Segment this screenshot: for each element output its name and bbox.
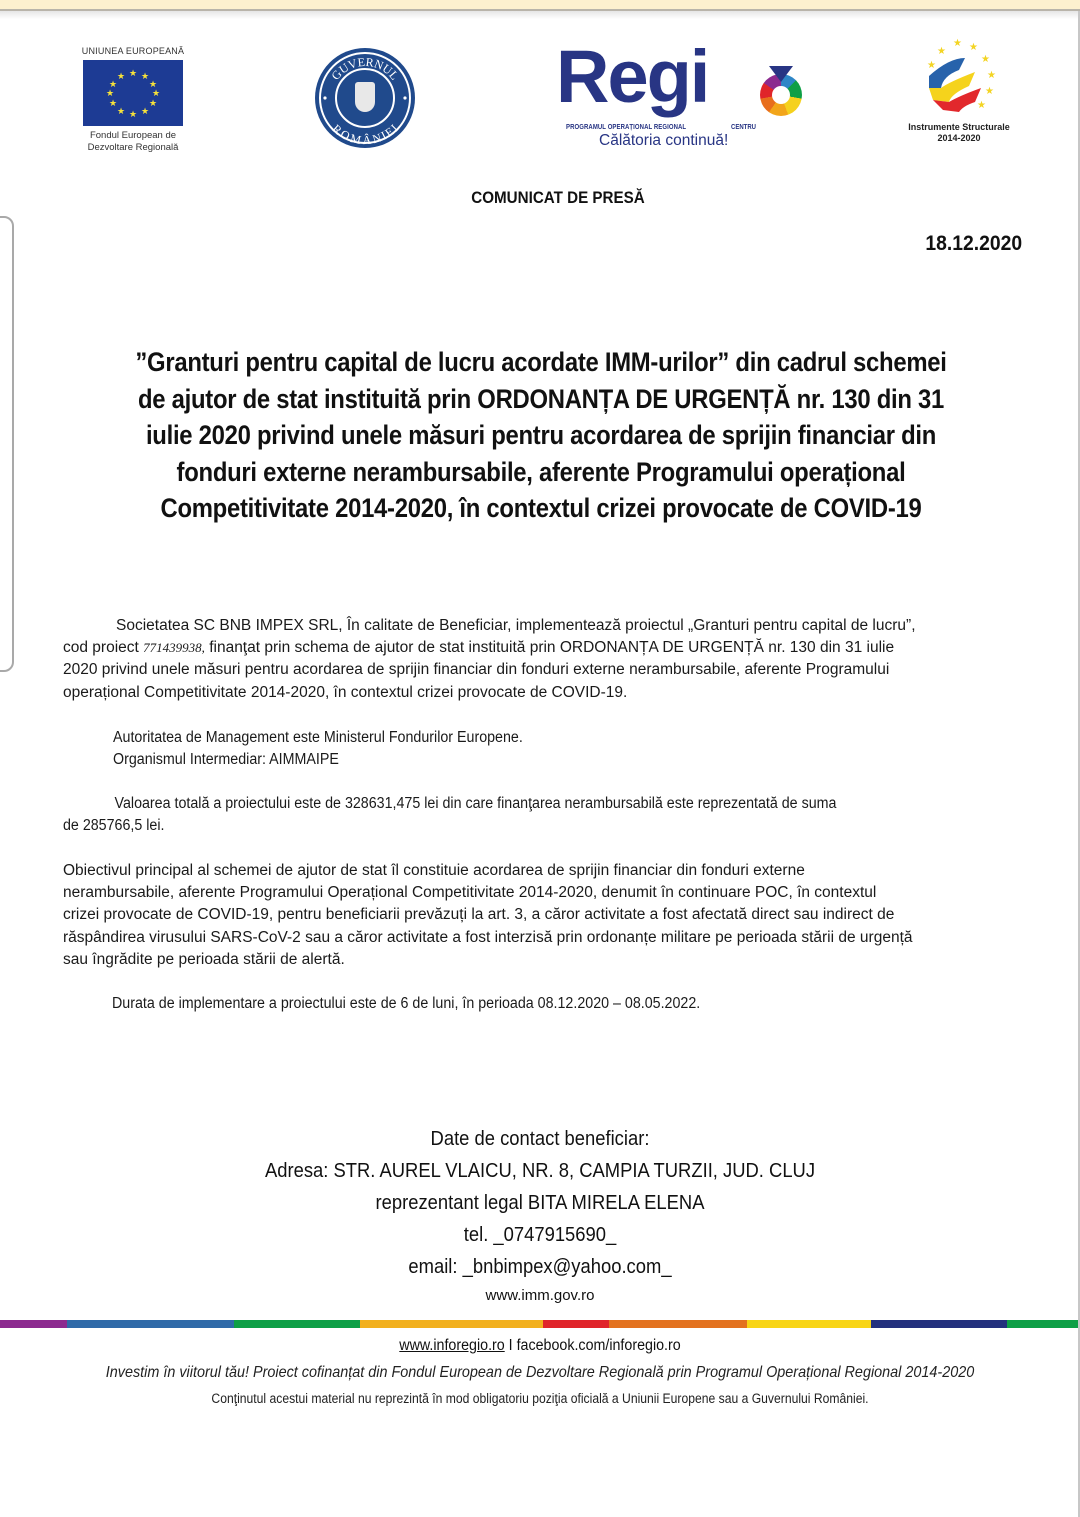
paragraph-line: 2020 privind unele măsuri pentru acordarea de sprijin financiar din fonduri externe nerambursabile, aferente Programului: [63, 661, 890, 679]
stripe-segment: [0, 1320, 67, 1328]
title-line: iulie 2020 privind unele măsuri pentru acordarea de sprijin financiar din: [145, 420, 937, 450]
footer-links: www.inforegio.ro I facebook.com/inforegio.ro: [399, 1337, 681, 1354]
contact-heading: Date de contact beneficiar:: [430, 1128, 650, 1150]
paragraph-line: Durata de implementare a proiectului este de 6 de luni, în perioada 08.12.2020 – 08.05.2022.: [112, 995, 701, 1012]
side-panel-handle[interactable]: [0, 216, 14, 672]
eu-logo-fund-line2: Dezvoltare Regională: [87, 142, 179, 153]
paragraph-project-value: [63, 793, 919, 837]
document-date: 18.12.2020: [925, 232, 1022, 255]
seal-text-top: GUVERNUL: [328, 54, 402, 83]
paragraph-line: sau îngrădite pe perioada stării de alertă.: [63, 950, 345, 968]
structural-instruments-logo: [896, 36, 1022, 144]
paragraph-authorities: [113, 727, 969, 771]
inforegio-link[interactable]: www.inforegio.ro: [399, 1337, 505, 1354]
footer-tagline: Investim în viitorul tău! Proiect cofinanțat din Fondul European de Dezvoltare Regională prin Programul Operațional Regional 2014-2020: [105, 1364, 975, 1381]
title-line: ”Granturi pentru capital de lucru acordate IMM-urilor” din cadrul schemei: [135, 347, 947, 377]
svg-text:GUVERNUL: [328, 55, 401, 83]
paragraph-line: cod proiect 771439938, finanţat prin schema de ajutor de stat instituită prin ORDONANȚA DE URGENȚĂ nr. 130 din 31 iulie: [63, 639, 895, 657]
regio-slogan: Călătoria continuă!: [599, 132, 729, 149]
stripe-segment: [543, 1320, 610, 1328]
press-release-title: [66, 344, 1016, 527]
paragraph-line: răspândirea virusului SARS-CoV-2 sau a căror activitate a fost interzisă prin ordonanțe militare pe perioada stării de urgență: [63, 928, 913, 946]
regio-wordmark: Regi: [556, 35, 709, 118]
footer-disclaimer: Conţinutul acestui material nu reprezintă în mod obligatoriu poziţia oficială a Uniunii Europene sau a Guvernului României.: [211, 1391, 869, 1406]
color-stripe-divider: [0, 1320, 1078, 1328]
title-line: Competitivitate 2014-2020, în contextul crizei provocate de COVID-19: [160, 493, 922, 523]
paragraph-line: nerambursabile, aferente Programului Operațional Competitivitate 2014-2020, denumit în continuare POC, în contextul: [63, 884, 877, 902]
stripe-segment: [67, 1320, 234, 1328]
title-line: fonduri externe nerambursabile, aferente Programului operațional: [176, 456, 906, 487]
paragraph-line: crizei provocate de COVID-19, pentru beneficiarii prevăzuți la art. 3, a căror activitate a fost afectată direct sau indirect de: [63, 906, 895, 924]
eu-logo-fund-line1: Fondul European de: [89, 130, 177, 141]
eu-logo: [80, 46, 186, 154]
government-seal-logo: [315, 48, 415, 148]
regio-logo: [556, 35, 806, 154]
eu-logo-caption: UNIUNEA EUROPEANĂ: [81, 46, 185, 56]
stripe-segment: [234, 1320, 361, 1328]
svg-text:ROMÂNIEI: [330, 121, 401, 147]
seal-text-bottom: ROMÂNIEI: [329, 121, 401, 148]
regio-program-label: PROGRAMUL OPERAȚIONAL REGIONAL: [566, 122, 687, 131]
paragraph-line: operațional Competitivitate 2014-2020, în contextul crizei provocate de COVID-19.: [63, 683, 628, 701]
seal-text: [315, 48, 415, 148]
viewer-top-shadow: [0, 11, 1080, 19]
paragraph-line: Valoarea totală a proiectului este de 328631,475 lei din care finanţarea nerambursabilă este reprezentată de suma: [114, 795, 837, 812]
stripe-segment: [747, 1320, 870, 1328]
document-type-heading: COMUNICAT DE PRESĂ: [471, 189, 645, 207]
eu-flag-icon: ★ ★ ★ ★ ★ ★ ★ ★ ★ ★ ★ ★: [83, 60, 183, 126]
facebook-link[interactable]: facebook.com/inforegio.ro: [516, 1337, 681, 1354]
stripe-segment: [871, 1320, 1008, 1328]
structural-instruments-years: 2014-2020: [937, 133, 981, 143]
paragraph-objective: [63, 860, 993, 971]
structural-instruments-emblem-icon: ★ ★ ★ ★ ★ ★ ★ ★: [927, 38, 996, 111]
managing-authority: Autoritatea de Management este Ministerul Fondurilor Europene.: [113, 729, 523, 746]
title-line: de ajutor de stat instituită prin ORDONANȚA DE URGENȚĂ nr. 130 din 31: [137, 383, 945, 414]
paragraph-beneficiary: [63, 615, 993, 704]
paragraph-line: Obiectivul principal al schemei de ajutor de stat îl constituie acordarea de sprijin financiar din fonduri externe: [63, 862, 805, 879]
paragraph-line: de 285766,5 lei.: [63, 817, 165, 835]
contact-website: www.imm.gov.ro: [485, 1287, 595, 1304]
structural-instruments-caption: Instrumente Structurale: [908, 122, 1010, 132]
stripe-segment: [609, 1320, 747, 1328]
regio-region-label: CENTRU: [731, 122, 756, 131]
regio-triangle-icon: [769, 66, 793, 82]
viewer-top-bar: [0, 0, 1080, 11]
contact-phone: tel. _0747915690_: [463, 1224, 617, 1246]
contact-representative: reprezentant legal BITA MIRELA ELENA: [375, 1192, 705, 1214]
contact-email: email: _bnbimpex@yahoo.com_: [408, 1256, 672, 1278]
beneficiary-contact-block: [0, 1123, 1080, 1307]
contact-address: Adresa: STR. AUREL VLAICU, NR. 8, CAMPIA TURZII, JUD. CLUJ: [264, 1160, 816, 1182]
paragraph-line: Societatea SC BNB IMPEX SRL, În calitate de Beneficiar, implementează proiectul „Granturi pentru capital de lucru”,: [116, 617, 916, 634]
stripe-segment: [360, 1320, 542, 1328]
intermediate-body: Organismul Intermediar: AIMMAIPE: [113, 751, 339, 769]
paragraph-duration: [112, 993, 968, 1015]
stripe-segment: [1007, 1320, 1078, 1328]
project-code: 771439938,: [143, 640, 205, 656]
